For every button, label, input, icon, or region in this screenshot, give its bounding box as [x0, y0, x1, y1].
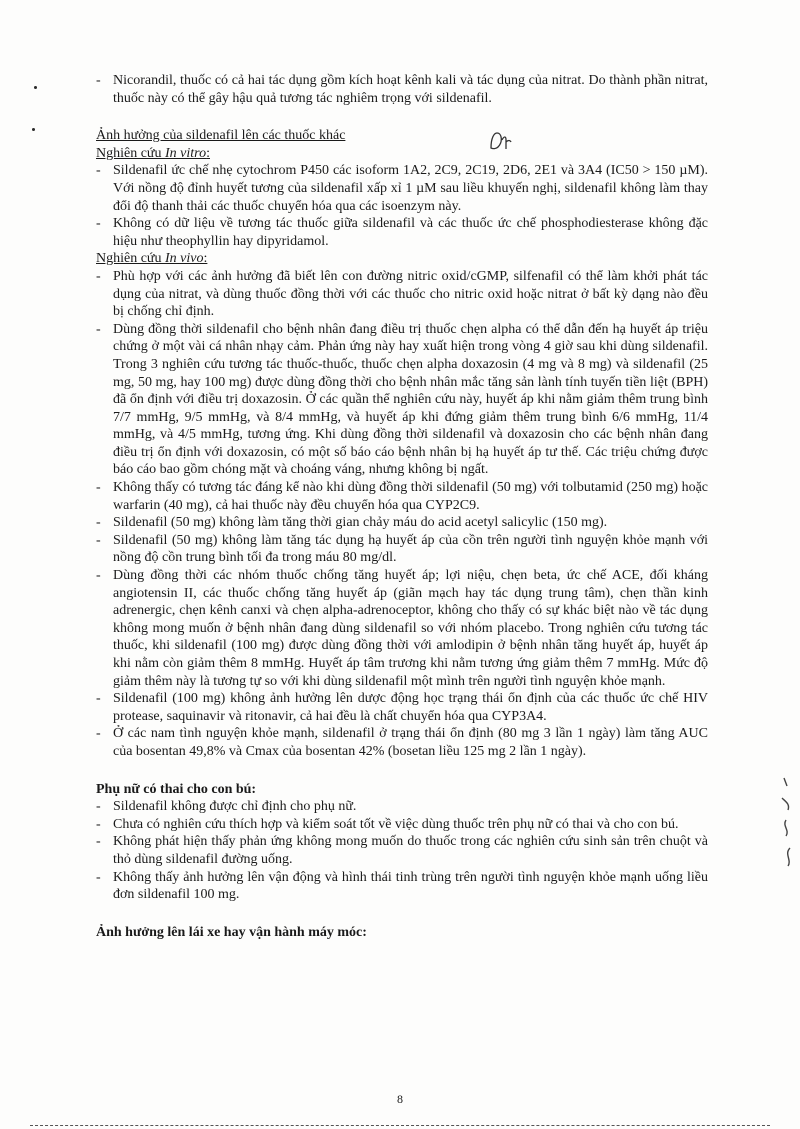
- list-item: - Không thấy có tương tác đáng kể nào khi dùng đồng thời sildenafil (50 mg) với tolbutamid (250 mg) hoặc warfarin (40 mg), cả hai thuốc này đều chuyển hóa qua CYP2C9.: [96, 479, 708, 514]
- list-item: - Ở các nam tình nguyện khỏe mạnh, sildenafil ở trạng thái ổn định (80 mg 3 lần 1 ngày) làm tăng AUC của bosentan 49,8% và Cmax của bosentan 42% (bosetan liều 125 mg 2 lần 1 ngày).: [96, 725, 708, 760]
- list-item: - Sildenafil (100 mg) không ảnh hưởng lên dược động học trạng thái ổn định của các thuốc ức chế HIV protease, saquinavir và ritonavir, cả hai đều là chất chuyển hóa qua CYP3A4.: [96, 690, 708, 725]
- page-edge-line: [30, 1125, 770, 1126]
- scan-speck: [32, 128, 35, 131]
- section-title: Ảnh hưởng của sildenafil lên các thuốc khác: [96, 128, 346, 144]
- list-item: - Sildenafil (50 mg) không làm tăng thời gian chảy máu do acid acetyl salicylic (150 mg).: [96, 514, 708, 532]
- document-body: [96, 72, 708, 941]
- list-item: - Chưa có nghiên cứu thích hợp và kiểm soát tốt về việc dùng thuốc trên phụ nữ có thai và cho con bú.: [96, 816, 708, 834]
- spacer: [96, 107, 708, 127]
- page-number: 8: [397, 1092, 403, 1106]
- list-item: - Sildenafil ức chế nhẹ cytochrom P450 các isoform 1A2, 2C9, 2C19, 2D6, 2E1 và 3A4 (IC50 > 150 µM). Với nồng độ đỉnh huyết tương của sildenafil xấp xỉ 1 µM sau liều khuyến nghị, sildenafil không làm thay đổi độ thanh thải các thuốc chuyển hóa qua các isoenzym này.: [96, 162, 708, 215]
- list-item: - Sildenafil (50 mg) không làm tăng tác dụng hạ huyết áp của cồn trên người tình nguyện khỏe mạnh với nồng độ cồn trung bình tối đa trong máu 80 mg/dl.: [96, 532, 708, 567]
- list-item: - Dùng đồng thời sildenafil cho bệnh nhân đang điều trị thuốc chẹn alpha có thể dẫn đến hạ huyết áp triệu chứng ở một vài cá nhân nhạy cảm. Phản ứng này hay xuất hiện trong vòng 4 giờ sau khi dùng sildenafil. Trong 3 nghiên cứu tương tác thuốc-thuốc, thuốc chẹn alpha doxazosin (4 mg và 8 mg) và sildenafil (25 mg, 50 mg, hay 100 mg) được dùng đồng thời cho bệnh nhân mắc tăng sản lành tính tuyến tiền liệt (BPH) đã ổn định với điều trị doxazosin. Ở các quần thể nghiên cứu này, huyết áp khi nằm giảm thêm trung bình 7/7 mmHg, 9/5 mmHg, và 8/4 mmHg, và huyết áp khi đứng giảm thêm trung bình 6/6 mmHg, 11/4 mmHg, và 4/5 mmHg, tương ứng. Khi dùng đồng thời sildenafil và doxazosin cho các bệnh nhân đang điều trị ổn định với doxazosin, có một số báo cáo bệnh nhân bị hạ huyết áp tư thế. Các triệu chứng được báo cáo bao gồm chóng mặt và choáng váng, nhưng không bị ngất.: [96, 321, 708, 479]
- margin-scribble: [778, 768, 798, 878]
- list-item: - Dùng đồng thời các nhóm thuốc chống tăng huyết áp; lợi niệu, chẹn beta, ức chế ACE, đối kháng angiotensin II, các thuốc chống tăng huyết áp (giãn mạch hay tác dụng trung tâm), chẹn thần kinh adrenergic, chẹn kênh canxi và chẹn alpha-adrenoceptor, không cho thấy có sự khác biệt nào về tác dụng không mong muốn ở bệnh nhân đang dùng sildenafil so với nhóm placebo. Trong nghiên cứu tương tác thuốc, khi sildenafil (100 mg) được dùng đồng thời với amlodipin ở bệnh nhân tăng huyết áp, huyết áp khi nằm còn giảm thêm 8 mmHg. Huyết áp tâm trương khi nằm tương ứng giảm thêm 7 mmHg. Mức độ giảm thêm này là tương tự so với khi dùng sildenafil một mình trên người tình nguyện khỏe mạnh.: [96, 567, 708, 690]
- list-item: - Không thấy ảnh hưởng lên vận động và hình thái tinh trùng trên người tình nguyện khỏe mạnh uống liều đơn sildenafil 100 mg.: [96, 869, 708, 904]
- list-item: - Nicorandil, thuốc có cả hai tác dụng gồm kích hoạt kênh kali và tác dụng của nitrat. Do thành phần nitrat, thuốc này có thể gây hậu quả tương tác nghiêm trọng với sildenafil.: [96, 72, 708, 107]
- spacer: [96, 761, 708, 781]
- spacer: [96, 904, 708, 924]
- list-item: - Phù hợp với các ảnh hưởng đã biết lên con đường nitric oxid/cGMP, silfenafil có thể làm khởi phát tác dụng của nitrat, và dùng thuốc đồng thời với các thuốc cho nitric oxid hoặc nitrat ở bất kỳ dạng nào đều bị chống chỉ định.: [96, 268, 708, 321]
- list-item: - Không phát hiện thấy phản ứng không mong muốn do thuốc trong các nghiên cứu sinh sản trên chuột và thỏ dùng sildenafil đường uống.: [96, 833, 708, 868]
- list-item: - Sildenafil không được chỉ định cho phụ nữ.: [96, 798, 708, 816]
- driving-heading: Ảnh hưởng lên lái xe hay vận hành máy móc:: [96, 924, 367, 940]
- subsection-title-in-vivo: Nghiên cứu In vivo:: [96, 251, 208, 267]
- scan-speck: [34, 86, 37, 89]
- list-item: - Không có dữ liệu về tương tác thuốc giữa sildenafil và các thuốc ức chế phosphodiesterase không đặc hiệu như theophyllin hay dipyridamol.: [96, 215, 708, 250]
- pregnancy-heading: Phụ nữ có thai cho con bú:: [96, 781, 257, 797]
- subsection-title-in-vitro: Nghiên cứu In vitro:: [96, 145, 210, 161]
